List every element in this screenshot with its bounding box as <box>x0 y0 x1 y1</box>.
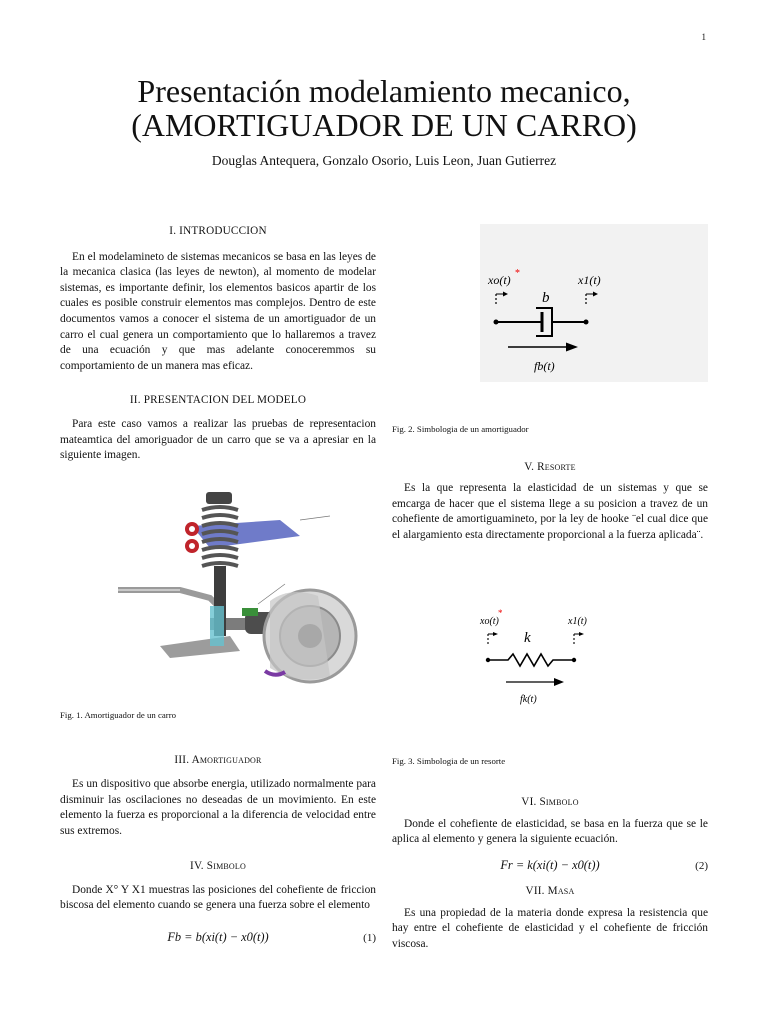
simbolo-2-text: Donde el cohefiente de elasticidad, se basa en la fuerza que se le aplica al elemento y genera la siguiente ecuación. <box>392 817 708 846</box>
figure-3-spring-symbol <box>392 564 708 754</box>
damper-force-label: fb(t) <box>534 359 555 373</box>
damper-b-label: b <box>542 290 550 306</box>
damper-diagram <box>392 224 708 414</box>
modelo-text: Para este caso vamos a realizar las pruebas de representacion mateamtica del amoriguador de un carro que se va a apresiar en la siguiente imagen. <box>60 417 376 462</box>
authors: Douglas Antequera, Gonzalo Osorio, Luis Leon, Juan Gutierrez <box>211 153 557 168</box>
spring-diagram <box>392 564 708 754</box>
equation-1 <box>60 930 376 948</box>
equation-2-body: Fr = k(xi(t) − x0(t)) <box>500 857 600 872</box>
equation-1-number: (1) <box>363 932 376 945</box>
figure-2-caption: Fig. 2. Simbologia de un amortiguador <box>392 424 529 434</box>
car-suspension-image <box>60 486 376 698</box>
right-column <box>392 224 708 952</box>
damper-red-marker: * <box>515 268 520 279</box>
damper-x1-label: x1(t) <box>578 273 601 287</box>
section-heading-masa: VII. Masa <box>525 884 575 897</box>
masa-text: Es una propiedad de la materia donde expresa la resistencia que hay entre el cohefiente de elasticidad y el cohefiente de fricción viscosa. <box>392 906 708 950</box>
spring-k-label: k <box>524 629 531 646</box>
figure-3-caption: Fig. 3. Simbologia de un resorte <box>392 755 506 766</box>
section-heading-simbolo-2: VI. Simbolo <box>521 796 579 809</box>
spring-x0-label: xo(t) <box>480 615 499 627</box>
spring-red-marker: * <box>498 607 503 618</box>
figure-1-car-suspension <box>60 486 376 698</box>
damper-x0-label: xo(t) <box>488 273 511 287</box>
section-heading-intro: I. INTRODUCCION <box>169 225 267 237</box>
intro-text: En el modelamineto de sistemas mecanicos se basa en las leyes de la mecanica clasica (las leyes de newton), al momento de modelar sistemas, es importante definir, los elementos basicos apartir de los cuales es posible construir elementos mas complejos. Dentro de este documentos vamos a conocer el sistema de un amortiguador de un carro el cual genera un comportamiento que lo hallaremos a travez de una ecuación y que mas adelante conoceremmos su comportamiento de un manera mas eficaz. <box>60 250 376 372</box>
spring-force-label: fk(t) <box>520 693 537 705</box>
figure-1-caption: Fig. 1. Amortiguador de un carro <box>60 709 177 720</box>
equation-1-body: Fb = b(xi(t) − x0(t)) <box>167 930 269 945</box>
section-heading-resorte: V. Resorte <box>524 460 576 473</box>
left-column <box>60 224 376 948</box>
figure-2-damper-symbol <box>392 224 708 414</box>
section-heading-simbolo-1: IV. Simbolo <box>190 860 246 873</box>
paper-title <box>0 74 768 142</box>
resorte-text: Es la que representa la elasticidad de un sistemas y que se emcarga de hacer que el sistema llege a su posicion a travez de un cohefiente de amortiguamineto, por la ley de hooke ¨el cual dice que el alargamiento esta directamente proporcional a la fuerza aplicada¨. <box>392 482 708 541</box>
equation-2 <box>392 858 708 876</box>
simbolo-1-text: Donde X° Y X1 muestras las posiciones del cohefiente de friccion biscosa del elemento cuando se genera una fuerza sobre el elemento <box>60 883 376 912</box>
title-line-2: (AMORTIGUADOR DE UN CARRO) <box>131 107 637 143</box>
amortiguador-text: Es un dispositivo que absorbe energia, utilizado normalmente para disminuir las oscilaciones no deseadas de un movimiento. En este elemento la fuerza es proporcional a la diferencia de velocidad entre sus extremos. <box>60 777 376 837</box>
title-line-1: Presentación modelamiento mecanico, <box>137 73 631 109</box>
spring-x1-label: x1(t) <box>568 615 587 627</box>
equation-2-number: (2) <box>695 859 708 872</box>
page-number: 1 <box>701 32 706 42</box>
section-heading-modelo: II. PRESENTACION DEL MODELO <box>129 394 307 407</box>
section-heading-amortiguador: III. Amortiguador <box>174 754 262 767</box>
